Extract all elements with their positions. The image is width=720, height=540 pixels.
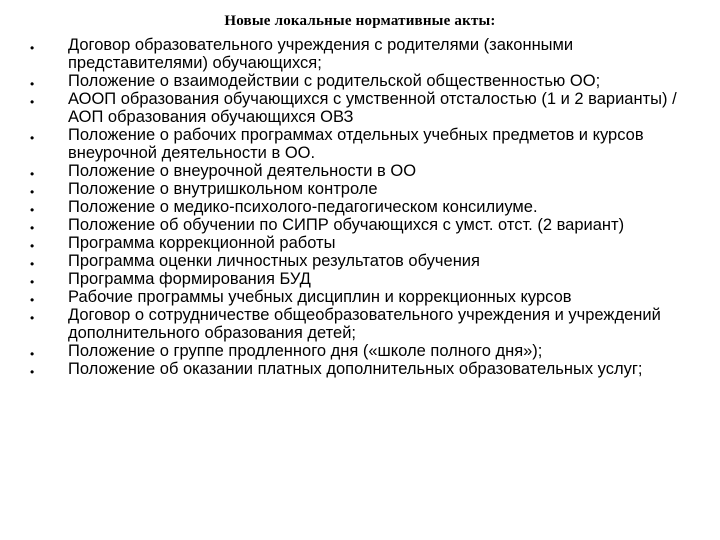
list-item-text: Программа формирования БУД xyxy=(68,270,311,288)
list-item xyxy=(0,360,688,378)
list-item-text: АООП образования обучающихся с умственной отсталостью (1 и 2 варианты) /АОП образования обучающихся ОВЗ xyxy=(68,90,677,126)
bullet-icon: • xyxy=(30,185,35,199)
bullet-icon: • xyxy=(30,239,35,253)
list-item-text: Положение о взаимодействии с родительской общественностью ОО; xyxy=(68,72,601,90)
list-item xyxy=(0,180,688,198)
list-item-text: Положение о рабочих программах отдельных учебных предметов и курсов внеурочной деятельности в ОО. xyxy=(68,126,644,162)
list-item xyxy=(0,216,688,234)
bullet-icon: • xyxy=(30,131,35,145)
bullet-icon: • xyxy=(30,203,35,217)
list-item xyxy=(0,288,688,306)
list-item-text: Договор о сотрудничестве общеобразовательного учреждения и учреждений дополнительного образования детей; xyxy=(68,306,661,342)
bullet-icon: • xyxy=(30,221,35,235)
slide-title: Новые локальные нормативные акты: xyxy=(224,13,496,29)
list-item xyxy=(0,36,688,72)
list-item xyxy=(0,90,688,126)
bullet-icon: • xyxy=(30,293,35,307)
list-item-text: Договор образовательного учреждения с родителями (законными представителями) обучающихся; xyxy=(68,36,574,72)
bullet-icon: • xyxy=(30,365,35,379)
list-item xyxy=(0,72,688,90)
list-item-text: Положение о медико-психолого-педагогическом консилиуме. xyxy=(68,198,538,216)
bullet-icon: • xyxy=(30,95,35,109)
document-list xyxy=(0,36,688,378)
list-item xyxy=(0,306,688,342)
list-item xyxy=(0,342,688,360)
bullet-icon: • xyxy=(30,167,35,181)
list-item xyxy=(0,252,688,270)
bullet-icon: • xyxy=(30,275,35,289)
list-item-text: Положение о внеурочной деятельности в ОО xyxy=(68,162,417,180)
bullet-icon: • xyxy=(30,41,35,55)
list-item-text: Положение об обучении по СИПР обучающихся с умст. отст. (2 вариант) xyxy=(68,216,625,234)
list-item-text: Положение о внутришкольном контроле xyxy=(68,180,378,198)
list-item-text: Положение о группе продленного дня («школе полного дня»); xyxy=(68,342,543,360)
bullet-icon: • xyxy=(30,311,35,325)
list-item xyxy=(0,126,688,162)
list-item-text: Программа коррекционной работы xyxy=(68,234,336,252)
bullet-icon: • xyxy=(30,257,35,271)
list-item xyxy=(0,234,688,252)
bullet-icon: • xyxy=(30,77,35,91)
list-item xyxy=(0,270,688,288)
list-item-text: Положение об оказании платных дополнительных образовательных услуг; xyxy=(68,360,643,378)
list-item xyxy=(0,198,688,216)
list-item-text: Программа оценки личностных результатов обучения xyxy=(68,252,480,270)
list-item-text: Рабочие программы учебных дисциплин и коррекционных курсов xyxy=(68,288,572,306)
bullet-icon: • xyxy=(30,347,35,361)
list-item xyxy=(0,162,688,180)
